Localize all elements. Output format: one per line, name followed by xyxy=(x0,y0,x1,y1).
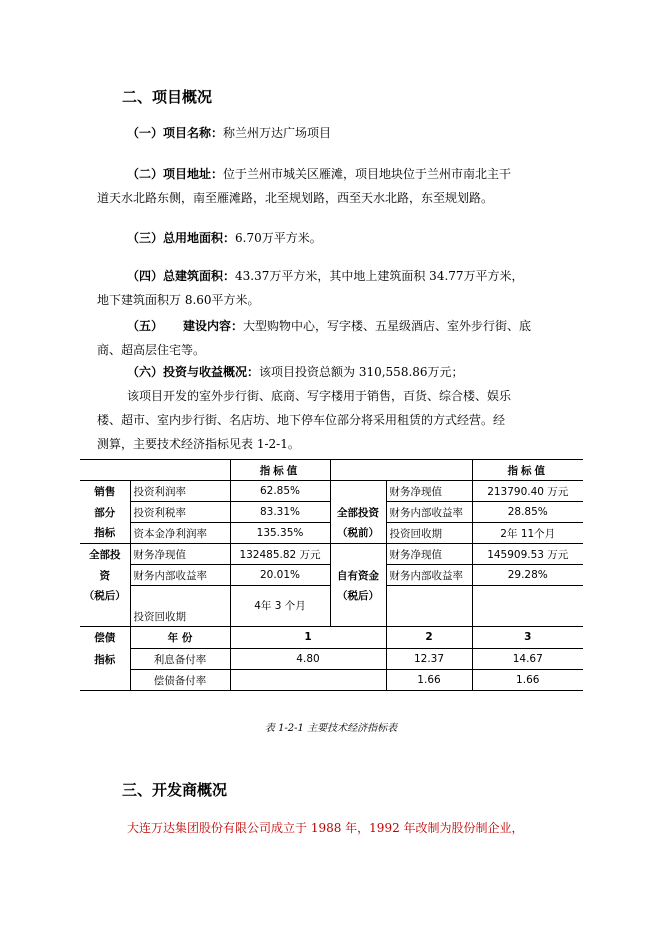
table-row xyxy=(80,460,583,481)
debt-value-1 xyxy=(230,670,386,691)
cell-value: 62.85% xyxy=(230,481,330,502)
year-label: 年 份 xyxy=(130,626,230,649)
cell-label: 投资利税率 xyxy=(130,502,230,523)
cell-label: 投资利润率 xyxy=(130,481,230,502)
group-own-1: 自有资金 xyxy=(330,565,386,586)
cell-value: 145909.53 万元 xyxy=(472,544,583,565)
table-row xyxy=(80,481,583,502)
group-debt-1: 偿债 xyxy=(80,626,130,649)
cell-label: 投资回收期 xyxy=(386,523,472,544)
text-land-area: 6.70万平方米。 xyxy=(235,231,322,245)
table-row xyxy=(80,670,583,691)
economic-indicators-table xyxy=(80,459,583,691)
table-row xyxy=(80,649,583,670)
table-row xyxy=(80,502,583,523)
year-3: 3 xyxy=(472,626,583,649)
group-pre-tax-2: （税前） xyxy=(330,523,386,544)
group-sales-1: 销售 xyxy=(80,481,130,502)
cell-value: 83.31% xyxy=(230,502,330,523)
cell-value: 29.28% xyxy=(472,565,583,586)
interest-label: 利息备付率 xyxy=(130,649,230,670)
cell-value: 132485.82 万元 xyxy=(230,544,330,565)
cell-label: 资本金净利润率 xyxy=(130,523,230,544)
text-project-name: 称兰州万达广场项目 xyxy=(223,126,332,140)
text-project-address-1: 位于兰州市城关区雁滩，项目地块位于兰州市南北主干 xyxy=(223,167,512,181)
text-development-1: 该项目开发的室外步行街、底商、写字楼用于销售，百货、综合楼、娱乐 xyxy=(127,389,512,403)
cell-value: 2年 11个月 xyxy=(472,523,583,544)
label-project-address: （二）项目地址： xyxy=(127,167,224,181)
table-caption: 表 1-2-1 主要技术经济指标表 xyxy=(264,723,398,734)
cell-label: 投资回收期 xyxy=(130,586,230,627)
group-after-tax-2: 资 xyxy=(80,565,130,586)
cell-label: 财务内部收益率 xyxy=(386,565,472,586)
cell-value: 28.85% xyxy=(472,502,583,523)
text-construction-2: 商、超高层住宅等。 xyxy=(97,343,206,357)
table-row xyxy=(80,626,583,649)
index-header-right: 指标值 xyxy=(472,460,583,481)
group-after-tax-1: 全部投 xyxy=(80,544,130,565)
paragraph-project-name xyxy=(97,121,557,145)
text-construction-1: 大型购物中心，写字楼、五星级酒店、室外步行街、底 xyxy=(243,319,532,333)
interest-value-3: 14.67 xyxy=(472,649,583,670)
index-header-left: 指标值 xyxy=(230,460,330,481)
paragraph-building-area xyxy=(97,264,557,312)
group-sales-3: 指标 xyxy=(80,523,130,544)
text-investment: 该项目投资总额为 310,558.86万元； xyxy=(259,365,464,379)
table-row xyxy=(80,586,583,627)
section-heading-project-overview: 二、项目概况 xyxy=(122,88,213,106)
paragraph-construction xyxy=(97,314,557,362)
text-developer-1: 大连万达集团股份有限公司成立于 1988 年，1992 年改制为股份制企业， xyxy=(127,821,524,835)
year-2: 2 xyxy=(386,626,472,649)
cell-value: 213790.40 万元 xyxy=(472,481,583,502)
text-building-area-1: 43.37万平方米，其中地上建筑面积 34.77万平方米， xyxy=(235,269,524,283)
group-after-tax-3: （税后） xyxy=(80,586,130,627)
debt-label: 偿债备付率 xyxy=(130,670,230,691)
cell-value: 135.35% xyxy=(230,523,330,544)
debt-value-3: 1.66 xyxy=(472,670,583,691)
paragraph-project-address xyxy=(97,162,557,210)
section-heading-developer: 三、开发商概况 xyxy=(122,781,228,799)
cell-label: 财务内部收益率 xyxy=(386,502,472,523)
year-1: 1 xyxy=(230,626,386,649)
text-building-area-2: 地下建筑面积万 8.60平方米。 xyxy=(97,293,260,307)
group-own-2: （税后） xyxy=(330,586,386,627)
interest-value-1: 4.80 xyxy=(230,649,386,670)
paragraph-land-area xyxy=(97,226,557,250)
table-row xyxy=(80,523,583,544)
interest-value-2: 12.37 xyxy=(386,649,472,670)
group-pre-tax-1: 全部投资 xyxy=(330,502,386,523)
cell-label: 财务净现值 xyxy=(386,481,472,502)
group-sales-2: 部分 xyxy=(80,502,130,523)
cell-label: 财务净现值 xyxy=(130,544,230,565)
text-development-2: 楼、超市、室内步行街、名店坊、地下停车位部分将采用租赁的方式经营。经 xyxy=(97,413,506,427)
group-debt-2: 指标 xyxy=(80,649,130,670)
table-row xyxy=(80,544,583,565)
label-land-area: （三）总用地面积： xyxy=(127,231,236,245)
paragraph-developer xyxy=(97,816,557,840)
text-development-3: 测算，主要技术经济指标见表 1-2-1。 xyxy=(97,437,300,451)
label-construction: 建设内容： xyxy=(183,319,244,333)
paragraph-investment xyxy=(97,360,557,456)
table-row xyxy=(80,565,583,586)
label-building-area: （四）总建筑面积： xyxy=(127,269,236,283)
cell-value: 4年 3 个月 xyxy=(230,586,330,627)
label-investment: （六）投资与收益概况： xyxy=(127,365,260,379)
text-project-address-2: 道天水北路东侧，南至雁滩路，北至规划路，西至天水北路，东至规划路。 xyxy=(97,191,494,205)
debt-value-2: 1.66 xyxy=(386,670,472,691)
cell-label: 财务内部收益率 xyxy=(130,565,230,586)
cell-value: 20.01% xyxy=(230,565,330,586)
label-construction-num: （五） xyxy=(127,319,164,333)
label-project-name: （一）项目名称： xyxy=(127,126,224,140)
cell-label: 财务净现值 xyxy=(386,544,472,565)
